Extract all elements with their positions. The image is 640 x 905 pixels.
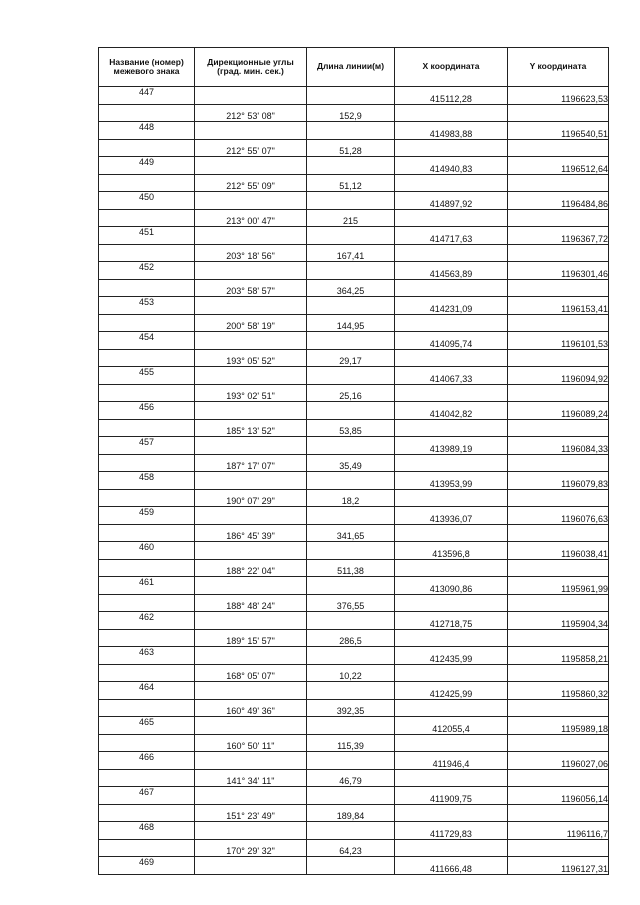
empty-cell (508, 629, 609, 647)
y-coordinate: 1196038,41 (508, 542, 609, 560)
y-coordinate: 1196027,06 (508, 752, 609, 770)
line-length: 51,12 (307, 174, 395, 192)
x-coordinate: 415112,28 (395, 87, 508, 105)
point-name: 457 (99, 437, 195, 455)
y-coordinate: 1196056,14 (508, 787, 609, 805)
directional-angle: 185° 13' 52" (195, 419, 307, 437)
empty-cell (195, 297, 307, 315)
empty-cell (195, 402, 307, 420)
table-row (99, 454, 609, 472)
header-y: Y координата (508, 48, 609, 87)
table-row (99, 437, 609, 455)
empty-cell (395, 559, 508, 577)
point-name: 450 (99, 192, 195, 210)
empty-cell (99, 734, 195, 752)
point-name: 451 (99, 227, 195, 245)
table-row (99, 402, 609, 420)
empty-cell (99, 349, 195, 367)
header-x: X координата (395, 48, 508, 87)
empty-cell (508, 489, 609, 507)
empty-cell (307, 122, 395, 140)
y-coordinate: 1196079,83 (508, 472, 609, 490)
empty-cell (395, 209, 508, 227)
directional-angle: 193° 02' 51" (195, 384, 307, 402)
table-row (99, 104, 609, 122)
empty-cell (195, 717, 307, 735)
point-name: 464 (99, 682, 195, 700)
empty-cell (307, 647, 395, 665)
x-coordinate: 412435,99 (395, 647, 508, 665)
y-coordinate: 1196076,63 (508, 507, 609, 525)
point-name: 453 (99, 297, 195, 315)
line-length: 29,17 (307, 349, 395, 367)
x-coordinate: 413989,19 (395, 437, 508, 455)
table-row (99, 209, 609, 227)
x-coordinate: 412718,75 (395, 612, 508, 630)
empty-cell (508, 839, 609, 857)
x-coordinate: 414563,89 (395, 262, 508, 280)
point-name: 467 (99, 787, 195, 805)
empty-cell (195, 577, 307, 595)
table-row (99, 752, 609, 770)
empty-cell (395, 139, 508, 157)
table-row (99, 244, 609, 262)
table-row (99, 87, 609, 105)
directional-angle: 213° 00' 47" (195, 209, 307, 227)
empty-cell (307, 367, 395, 385)
empty-cell (395, 664, 508, 682)
directional-angle: 186° 45' 39" (195, 524, 307, 542)
empty-cell (307, 542, 395, 560)
empty-cell (395, 314, 508, 332)
x-coordinate: 411946,4 (395, 752, 508, 770)
point-name: 454 (99, 332, 195, 350)
directional-angle: 200° 58' 19" (195, 314, 307, 332)
empty-cell (307, 227, 395, 245)
x-coordinate: 412425,99 (395, 682, 508, 700)
point-name: 455 (99, 367, 195, 385)
x-coordinate: 411729,83 (395, 822, 508, 840)
empty-cell (195, 122, 307, 140)
empty-cell (195, 857, 307, 875)
line-length: 364,25 (307, 279, 395, 297)
y-coordinate: 1196301,46 (508, 262, 609, 280)
empty-cell (395, 244, 508, 262)
table-row (99, 419, 609, 437)
table-row (99, 542, 609, 560)
point-name: 465 (99, 717, 195, 735)
empty-cell (99, 839, 195, 857)
directional-angle: 203° 58' 57" (195, 279, 307, 297)
x-coordinate: 413090,86 (395, 577, 508, 595)
empty-cell (395, 419, 508, 437)
empty-cell (508, 559, 609, 577)
line-length: 167,41 (307, 244, 395, 262)
empty-cell (508, 454, 609, 472)
y-coordinate: 1196127,31 (508, 857, 609, 875)
directional-angle: 190° 07' 29" (195, 489, 307, 507)
table-row (99, 594, 609, 612)
line-length: 376,55 (307, 594, 395, 612)
empty-cell (99, 769, 195, 787)
empty-cell (195, 87, 307, 105)
directional-angle: 212° 55' 09" (195, 174, 307, 192)
empty-cell (99, 209, 195, 227)
empty-cell (508, 384, 609, 402)
point-name: 462 (99, 612, 195, 630)
table-row (99, 629, 609, 647)
line-length: 10,22 (307, 664, 395, 682)
empty-cell (99, 174, 195, 192)
table-row (99, 367, 609, 385)
directional-angle: 168° 05' 07" (195, 664, 307, 682)
empty-cell (195, 542, 307, 560)
y-coordinate: 1196153,41 (508, 297, 609, 315)
directional-angle: 203° 18' 56" (195, 244, 307, 262)
table-row (99, 682, 609, 700)
y-coordinate: 1196484,86 (508, 192, 609, 210)
table-row (99, 577, 609, 595)
empty-cell (99, 419, 195, 437)
empty-cell (395, 454, 508, 472)
empty-cell (195, 227, 307, 245)
empty-cell (195, 262, 307, 280)
empty-cell (99, 664, 195, 682)
empty-cell (307, 87, 395, 105)
empty-cell (99, 524, 195, 542)
empty-cell (307, 752, 395, 770)
directional-angle: 188° 22' 04" (195, 559, 307, 577)
table-row (99, 699, 609, 717)
directional-angle: 141° 34' 11" (195, 769, 307, 787)
point-name: 456 (99, 402, 195, 420)
point-name: 458 (99, 472, 195, 490)
y-coordinate: 1196089,24 (508, 402, 609, 420)
x-coordinate: 412055,4 (395, 717, 508, 735)
empty-cell (395, 384, 508, 402)
empty-cell (307, 332, 395, 350)
line-length: 25,16 (307, 384, 395, 402)
empty-cell (307, 157, 395, 175)
table-row (99, 734, 609, 752)
x-coordinate: 411666,48 (395, 857, 508, 875)
empty-cell (99, 594, 195, 612)
empty-cell (395, 594, 508, 612)
directional-angle: 187° 17' 07" (195, 454, 307, 472)
table-row (99, 314, 609, 332)
empty-cell (195, 787, 307, 805)
line-length: 53,85 (307, 419, 395, 437)
directional-angle: 193° 05' 52" (195, 349, 307, 367)
empty-cell (508, 104, 609, 122)
y-coordinate: 1196101,53 (508, 332, 609, 350)
table-row (99, 122, 609, 140)
empty-cell (508, 174, 609, 192)
x-coordinate: 414042,82 (395, 402, 508, 420)
empty-cell (307, 717, 395, 735)
empty-cell (508, 279, 609, 297)
y-coordinate: 1195860,32 (508, 682, 609, 700)
empty-cell (395, 769, 508, 787)
empty-cell (99, 559, 195, 577)
table-row (99, 489, 609, 507)
y-coordinate: 1195961,99 (508, 577, 609, 595)
empty-cell (307, 857, 395, 875)
table-row (99, 804, 609, 822)
x-coordinate: 414983,88 (395, 122, 508, 140)
empty-cell (195, 647, 307, 665)
empty-cell (508, 314, 609, 332)
point-name: 460 (99, 542, 195, 560)
header-length: Длина линии(м) (307, 48, 395, 87)
empty-cell (508, 699, 609, 717)
y-coordinate: 1195989,18 (508, 717, 609, 735)
directional-angle: 160° 49' 36" (195, 699, 307, 717)
y-coordinate: 1196116,7 (508, 822, 609, 840)
directional-angle: 151° 23' 49" (195, 804, 307, 822)
empty-cell (195, 437, 307, 455)
x-coordinate: 413953,99 (395, 472, 508, 490)
table-row (99, 192, 609, 210)
y-coordinate: 1195858,21 (508, 647, 609, 665)
x-coordinate: 414095,74 (395, 332, 508, 350)
line-length: 215 (307, 209, 395, 227)
empty-cell (395, 699, 508, 717)
table-header-row (99, 48, 609, 87)
x-coordinate: 411909,75 (395, 787, 508, 805)
empty-cell (307, 507, 395, 525)
table-row (99, 279, 609, 297)
empty-cell (395, 524, 508, 542)
table-row (99, 332, 609, 350)
empty-cell (99, 139, 195, 157)
empty-cell (307, 262, 395, 280)
header-angle: Дирекционные углы (град. мин. сек.) (195, 48, 307, 87)
point-name: 452 (99, 262, 195, 280)
table-row (99, 139, 609, 157)
line-length: 18,2 (307, 489, 395, 507)
table-row (99, 157, 609, 175)
directional-angle: 188° 48' 24" (195, 594, 307, 612)
empty-cell (395, 174, 508, 192)
x-coordinate: 414940,83 (395, 157, 508, 175)
empty-cell (508, 594, 609, 612)
table-row (99, 664, 609, 682)
directional-angle: 160° 50' 11" (195, 734, 307, 752)
y-coordinate: 1196094,92 (508, 367, 609, 385)
table-row (99, 822, 609, 840)
empty-cell (395, 104, 508, 122)
x-coordinate: 414897,92 (395, 192, 508, 210)
line-length: 35,49 (307, 454, 395, 472)
line-length: 115,39 (307, 734, 395, 752)
table-row (99, 647, 609, 665)
empty-cell (395, 839, 508, 857)
table-row (99, 262, 609, 280)
empty-cell (395, 489, 508, 507)
point-name: 449 (99, 157, 195, 175)
empty-cell (508, 419, 609, 437)
point-name: 459 (99, 507, 195, 525)
table-row (99, 787, 609, 805)
y-coordinate: 1196540,51 (508, 122, 609, 140)
table-row (99, 857, 609, 875)
x-coordinate: 414067,33 (395, 367, 508, 385)
x-coordinate: 414717,63 (395, 227, 508, 245)
empty-cell (307, 402, 395, 420)
empty-cell (307, 612, 395, 630)
empty-cell (195, 507, 307, 525)
empty-cell (99, 314, 195, 332)
line-length: 144,95 (307, 314, 395, 332)
empty-cell (508, 139, 609, 157)
empty-cell (195, 752, 307, 770)
y-coordinate: 1196084,33 (508, 437, 609, 455)
empty-cell (195, 612, 307, 630)
empty-cell (195, 332, 307, 350)
line-length: 64,23 (307, 839, 395, 857)
x-coordinate: 414231,09 (395, 297, 508, 315)
table-row (99, 227, 609, 245)
empty-cell (99, 279, 195, 297)
point-name: 469 (99, 857, 195, 875)
x-coordinate: 413596,8 (395, 542, 508, 560)
table-row (99, 384, 609, 402)
point-name: 448 (99, 122, 195, 140)
empty-cell (99, 454, 195, 472)
line-length: 341,65 (307, 524, 395, 542)
empty-cell (395, 804, 508, 822)
empty-cell (99, 244, 195, 262)
point-name: 466 (99, 752, 195, 770)
table-row (99, 559, 609, 577)
header-name: Название (номер) межевого знака (99, 48, 195, 87)
empty-cell (508, 804, 609, 822)
empty-cell (99, 384, 195, 402)
line-length: 286,5 (307, 629, 395, 647)
line-length: 152,9 (307, 104, 395, 122)
table-row (99, 839, 609, 857)
empty-cell (307, 577, 395, 595)
point-name: 463 (99, 647, 195, 665)
empty-cell (99, 699, 195, 717)
empty-cell (195, 682, 307, 700)
table-body (99, 87, 609, 875)
table-row (99, 472, 609, 490)
empty-cell (508, 769, 609, 787)
line-length: 189,84 (307, 804, 395, 822)
empty-cell (395, 349, 508, 367)
empty-cell (99, 489, 195, 507)
empty-cell (195, 472, 307, 490)
line-length: 51,28 (307, 139, 395, 157)
empty-cell (99, 629, 195, 647)
boundary-points-table (98, 47, 609, 875)
table-row (99, 349, 609, 367)
point-name: 461 (99, 577, 195, 595)
empty-cell (307, 297, 395, 315)
y-coordinate: 1196512,64 (508, 157, 609, 175)
empty-cell (307, 822, 395, 840)
empty-cell (195, 367, 307, 385)
line-length: 511,38 (307, 559, 395, 577)
empty-cell (307, 472, 395, 490)
empty-cell (508, 349, 609, 367)
empty-cell (395, 629, 508, 647)
empty-cell (395, 279, 508, 297)
y-coordinate: 1195904,34 (508, 612, 609, 630)
empty-cell (395, 734, 508, 752)
table-row (99, 612, 609, 630)
empty-cell (508, 244, 609, 262)
empty-cell (195, 157, 307, 175)
empty-cell (508, 664, 609, 682)
empty-cell (307, 192, 395, 210)
y-coordinate: 1196367,72 (508, 227, 609, 245)
empty-cell (307, 682, 395, 700)
empty-cell (508, 524, 609, 542)
directional-angle: 212° 53' 08" (195, 104, 307, 122)
table-row (99, 174, 609, 192)
empty-cell (508, 209, 609, 227)
empty-cell (307, 787, 395, 805)
x-coordinate: 413936,07 (395, 507, 508, 525)
empty-cell (195, 822, 307, 840)
line-length: 46,79 (307, 769, 395, 787)
empty-cell (99, 104, 195, 122)
point-name: 468 (99, 822, 195, 840)
empty-cell (508, 734, 609, 752)
table-row (99, 769, 609, 787)
empty-cell (307, 437, 395, 455)
directional-angle: 212° 55' 07" (195, 139, 307, 157)
empty-cell (195, 192, 307, 210)
table-row (99, 297, 609, 315)
point-name: 447 (99, 87, 195, 105)
empty-cell (99, 804, 195, 822)
line-length: 392,35 (307, 699, 395, 717)
table-row (99, 507, 609, 525)
y-coordinate: 1196623,53 (508, 87, 609, 105)
table-row (99, 717, 609, 735)
directional-angle: 170° 29' 32" (195, 839, 307, 857)
directional-angle: 189° 15' 57" (195, 629, 307, 647)
table-row (99, 524, 609, 542)
